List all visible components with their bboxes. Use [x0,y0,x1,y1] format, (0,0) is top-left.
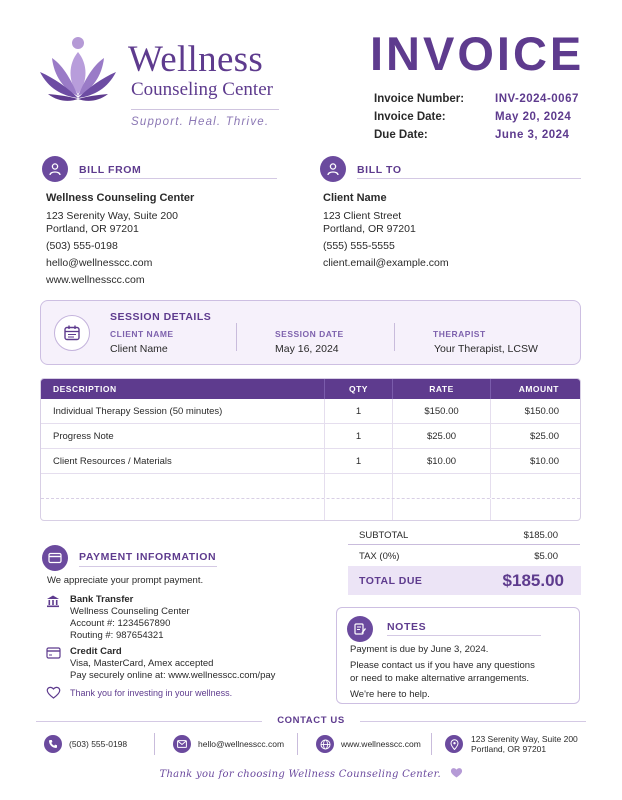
bill-from-city: Portland, OR 97201 [46,223,139,235]
bank-account: Account #: 1234567890 [70,618,171,629]
row-amount: $150.00 [524,405,559,417]
table-row-empty [41,474,580,499]
empty-cell [41,474,325,498]
brand-subname: Counseling Center [131,79,273,100]
notes-rule [387,635,541,636]
row-rate: $10.00 [393,449,491,473]
invoice-number-label: Invoice Number: [374,93,465,105]
line-items-table [40,378,581,521]
row-qty: 1 [325,449,393,473]
due-date: June 3, 2024 [495,129,570,141]
subtotal-label: SUBTOTAL [359,530,409,541]
card-accepted: Visa, MasterCard, Amex accepted [70,658,214,669]
bill-from-phone: (503) 555-0198 [46,240,118,252]
invoice-number: INV-2024-0067 [495,93,579,105]
contact-heading: CONTACT US [277,715,345,726]
invoice-title: INVOICE [370,27,585,80]
notes-line: or need to make alternative arrangements. [350,673,530,684]
session-therapist: Your Therapist, LCSW [434,343,538,355]
footer-address [471,734,578,754]
card-icon [46,647,61,659]
bill-from-name: Wellness Counseling Center [46,192,195,204]
bill-from-address [46,192,194,287]
header-rate: RATE [393,379,491,399]
footer-divider [297,733,298,755]
bill-from-street: 123 Serenity Way, Suite 200 [46,210,178,222]
payment-heading: PAYMENT INFORMATION [79,551,217,563]
session-date: May 16, 2024 [275,343,339,355]
table-row-empty [41,499,580,521]
location-pin-icon [445,735,463,753]
footer-phone: (503) 555-0198 [69,739,128,749]
footer-email: hello@wellnesscc.com [198,739,285,749]
session-client: Client Name [110,343,168,355]
notes-box [336,607,580,704]
total-due-value: $185.00 [502,570,564,590]
calendar-icon [54,315,90,351]
bill-to-address [323,192,449,270]
subtotal-value: $185.00 [523,530,558,541]
phone-icon [44,735,62,753]
row-description: Progress Note [41,424,325,448]
empty-cell [41,499,325,521]
total-due-row [348,566,581,595]
bill-to-rule [357,178,581,179]
row-amount: $10.00 [529,455,559,467]
table-row [41,449,580,474]
bank-transfer-block [70,594,190,642]
session-divider [236,323,237,351]
session-client-label: CLIENT NAME [110,329,174,339]
session-details-box [40,300,581,365]
footer-divider [431,733,432,755]
brand-name: Wellness [128,39,264,80]
credit-card-block [70,646,275,682]
bill-to-email: client.email@example.com [323,257,449,269]
due-date-row [374,126,586,144]
bank-line: Wellness Counseling Center [70,606,190,617]
subtotal-row [348,527,580,545]
brand-tagline: Support. Heal. Thrive. [131,116,270,128]
empty-cell [393,474,491,498]
payment-thanks: Thank you for investing in your wellness. [70,688,233,698]
header-amount: AMOUNT [518,384,559,394]
footer-address-line2: Portland, OR 97201 [471,744,547,754]
person-icon [42,156,68,182]
empty-cell [491,474,580,498]
closing-text: Thank you for choosing Wellness Counseling Center. [159,769,442,780]
bill-to-phone: (555) 555-5555 [323,240,395,252]
payment-rule [79,566,217,567]
empty-cell [325,499,393,521]
tax-label: TAX (0%) [359,550,400,562]
bank-routing: Routing #: 987654321 [70,630,164,641]
payment-intro: We appreciate your prompt payment. [47,575,204,586]
bill-from-email: hello@wellnesscc.com [46,257,153,269]
credit-card-icon [42,545,68,571]
closing-message [0,767,622,780]
footer-address-line1: 123 Serenity Way, Suite 200 [471,734,578,744]
session-details-heading: SESSION DETAILS [110,311,212,323]
empty-cell [325,474,393,498]
notes-body [350,643,535,701]
bill-to-name: Client Name [323,192,387,204]
table-header [41,379,580,399]
footer-divider [154,733,155,755]
invoice-date-row [374,108,586,126]
notepad-pen-icon [347,616,373,642]
heart-icon [46,686,61,699]
bill-to-heading: BILL TO [357,164,402,176]
invoice-number-row [374,90,586,108]
bill-from-website: www.wellnesscc.com [46,274,145,286]
row-rate: $150.00 [393,399,491,423]
brand-divider [131,109,279,110]
card-pay-online: Pay securely online at: www.wellnesscc.com/pay [70,670,276,681]
globe-icon [316,735,334,753]
invoice-date: May 20, 2024 [495,111,572,123]
row-description: Client Resources / Materials [41,449,325,473]
tax-row [348,547,580,565]
row-amount: $25.00 [529,430,559,442]
person-icon [320,156,346,182]
empty-cell [491,499,580,521]
row-qty: 1 [325,399,393,423]
notes-heading: NOTES [387,621,427,633]
heart-icon [450,767,463,778]
session-therapist-label: THERAPIST [433,329,486,339]
notes-line: Payment is due by June 3, 2024. [350,644,489,655]
header-description: DESCRIPTION [41,379,325,399]
bill-from-heading: BILL FROM [79,164,142,176]
row-qty: 1 [325,424,393,448]
row-description: Individual Therapy Session (50 minutes) [41,399,325,423]
footer-website: www.wellnesscc.com [341,739,421,749]
bill-to-city: Portland, OR 97201 [323,223,416,235]
table-row [41,424,580,449]
header-qty: QTY [325,379,393,399]
bill-from-rule [79,178,277,179]
lotus-logo [38,36,118,104]
total-due-label: TOTAL DUE [359,574,423,587]
session-date-label: SESSION DATE [275,329,344,339]
invoice-date-label: Invoice Date: [374,111,446,123]
envelope-icon [173,735,191,753]
session-divider [394,323,395,351]
notes-line: Please contact us if you have any questions [350,659,535,671]
table-row [41,399,580,424]
due-date-label: Due Date: [374,129,428,141]
notes-line: We're here to help. [350,688,430,700]
empty-cell [393,499,491,521]
bill-to-street: 123 Client Street [323,210,402,222]
invoice-meta [374,90,586,144]
bank-title: Bank Transfer [70,594,134,605]
card-title: Credit Card [70,646,122,657]
bank-icon [46,594,60,608]
row-rate: $25.00 [393,424,491,448]
tax-value: $5.00 [534,550,558,562]
